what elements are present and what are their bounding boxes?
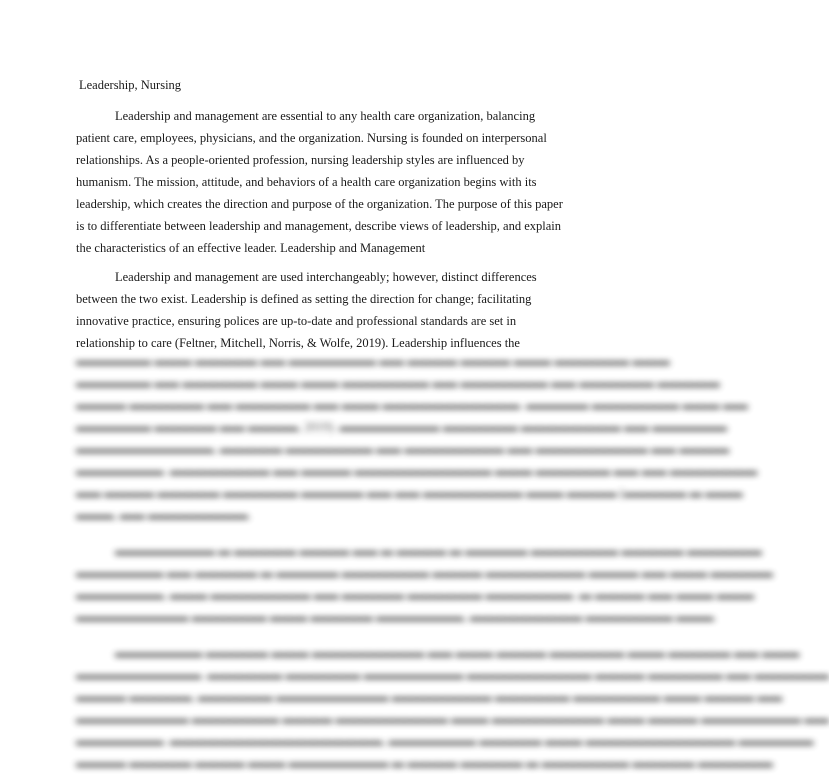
blurred-preview-text: ▬▬▬▬▬▬ ▬▬▬ ▬▬▬▬▬ ▬▬ ▬▬▬▬▬▬▬ ▬▬ ▬▬▬▬ ▬▬▬▬ ▬▬▬ ▬▬▬▬▬▬ ▬▬▬ ▬▬▬▬▬▬ ▬▬ ▬▬▬▬▬▬ ▬▬▬ ▬▬▬ ▬▬▬▬▬▬▬ ▬▬ ▬▬▬▬▬▬▬ ▬▬ ▬▬▬▬▬▬ ▬▬▬▬▬ ▬▬▬▬ ▬▬▬▬▬▬ ▬▬ ▬▬▬▬▬▬ ▬▬ ▬▬▬ ▬▬▬▬▬▬▬▬▬▬▬. ▬▬▬▬▬ ▬▬▬▬▬▬▬ ▬▬▬ ▬▬ ▬▬▬▬▬▬ ▬▬▬▬▬ ▬▬ ▬▬▬▬, 2019). ▬▬▬▬▬▬▬▬ ▬▬▬▬▬▬ ▬▬▬▬▬▬▬▬ ▬▬ ▬▬▬▬▬▬ ▬▬▬▬▬▬▬▬▬▬▬, ▬▬▬▬▬ ▬▬▬▬▬▬▬ ▬▬ ▬▬▬▬▬▬▬▬ ▬▬ ▬▬▬▬▬▬▬▬▬ ▬▬ ▬▬▬▬ ▬▬▬▬▬▬▬. ▬▬▬▬▬▬▬▬ ▬▬ ▬▬▬▬ ▬▬▬▬▬▬▬▬▬▬▬ ▬▬▬ ▬▬▬▬▬▬ ▬▬ ▬▬ ▬▬▬▬▬▬▬ ▬▬ ▬▬▬▬ ▬▬▬▬▬ ▬▬▬▬▬▬ ▬▬▬▬▬ ▬▬ ▬▬ ▬▬▬▬▬▬▬▬ ▬▬▬ ▬▬▬▬ (▬▬▬▬▬ ▬ ▬▬▬ ▬▬▬, ▬▬ ▬▬▬▬▬▬▬▬. ▬▬▬▬▬▬▬▬ ▬ ▬▬▬▬▬ ▬▬▬▬ ▬▬ ▬ ▬▬▬▬ ▬ ▬▬▬▬▬ ▬▬▬▬▬▬▬ ▬▬▬▬▬ ▬▬▬▬▬▬ ▬▬▬▬▬▬▬ ▬▬ ▬▬▬▬▬ ▬ ▬▬▬▬▬ ▬▬▬▬▬▬▬ ▬▬▬▬ ▬▬▬▬▬▬▬▬ ▬▬▬▬ ▬▬ ▬▬▬ ▬▬▬▬▬ ▬▬▬▬▬▬▬, ▬▬▬ ▬▬▬▬▬▬▬▬ ▬▬ ▬▬▬▬▬ ▬▬▬▬▬▬ ▬▬▬▬▬▬▬. ▬ ▬▬▬▬ ▬▬ ▬▬▬ ▬▬▬ ▬▬▬▬▬▬▬▬▬ ▬▬▬▬▬▬ ▬▬▬ ▬▬▬▬▬ ▬▬▬▬▬▬▬, ▬▬▬▬▬▬▬▬▬ ▬▬▬▬▬▬▬ ▬▬▬. ▬▬▬▬▬▬▬ ▬▬▬▬▬ ▬▬▬ ▬▬▬▬▬▬▬▬▬ ▬▬ ▬▬▬ ▬▬▬▬ ▬▬▬▬▬▬ ▬▬▬ ▬▬▬▬▬ ▬▬ ▬▬▬ ▬▬▬▬▬▬▬▬▬▬. ▬▬▬▬▬▬ ▬▬▬▬▬▬ ▬▬▬▬▬▬▬▬ ▬▬▬▬▬▬▬▬▬▬ ▬▬▬▬ ▬▬▬▬▬▬ ▬▬ ▬▬▬▬▬▬ ▬▬▬▬ ▬▬▬▬▬, ▬▬▬▬▬▬ ▬▬▬▬▬▬▬▬▬ ▬▬▬▬▬▬▬▬ ▬▬▬▬▬▬ ▬▬▬▬▬▬▬ ▬▬▬ ▬▬▬▬ ▬▬ ▬▬▬▬▬▬▬▬▬ ▬▬▬▬▬▬▬ ▬▬▬▬ ▬▬▬▬▬▬▬▬▬ ▬▬▬ ▬▬▬▬▬▬▬▬▬ ▬▬▬ ▬▬▬▬ ▬▬▬▬▬▬▬▬ ▬▬ ▬▬▬▬▬▬▬. ▬▬▬▬▬▬▬▬▬▬▬▬▬▬▬▬▬, ▬▬▬▬▬▬▬ ▬▬▬▬▬ ▬▬▬ ▬▬▬▬▬▬▬▬▬▬▬▬ ▬▬▬▬▬▬ ▬▬▬▬ ▬▬▬▬▬ ▬▬▬▬ ▬▬▬ ▬▬▬▬▬▬▬▬ ▬ ▬▬▬▬ ▬▬▬▬▬ ▬ ▬▬▬▬▬▬▬ ▬▬▬▬▬ ▬▬▬▬▬▬ bbox=[76, 354, 829, 770]
text-line: relationship to care (Feltner, Mitchell, Norris, & Wolfe, 2019). Leadership influences the bbox=[76, 336, 520, 350]
text-line: Leadership and management are essential to any health care organization, balancing bbox=[115, 109, 536, 123]
text-line: patient care, employees, physicians, and the organization. Nursing is founded on interpersonal bbox=[76, 131, 547, 145]
text-line: is to differentiate between leadership and management, describe views of leadership, and explain bbox=[76, 219, 562, 233]
text-line: between the two exist. Leadership is defined as setting the direction for change; facilitating bbox=[76, 292, 532, 306]
document-title: Leadership, Nursing bbox=[79, 78, 182, 92]
text-line: leadership, which creates the direction and purpose of the organization. The purpose of this paper bbox=[76, 197, 563, 211]
paragraph-leadership-management bbox=[76, 266, 576, 354]
text-line: relationships. As a people-oriented profession, nursing leadership styles are influenced by bbox=[76, 153, 525, 167]
text-line: Leadership and management are used interchangeably; however, distinct differences bbox=[115, 270, 537, 284]
paragraph-intro bbox=[76, 105, 576, 259]
text-line: innovative practice, ensuring polices are up-to-date and professional standards are set in bbox=[76, 314, 517, 328]
text-line: humanism. The mission, attitude, and behaviors of a health care organization begins with its bbox=[76, 175, 537, 189]
text-line: the characteristics of an effective leader. Leadership and Management bbox=[76, 241, 426, 255]
